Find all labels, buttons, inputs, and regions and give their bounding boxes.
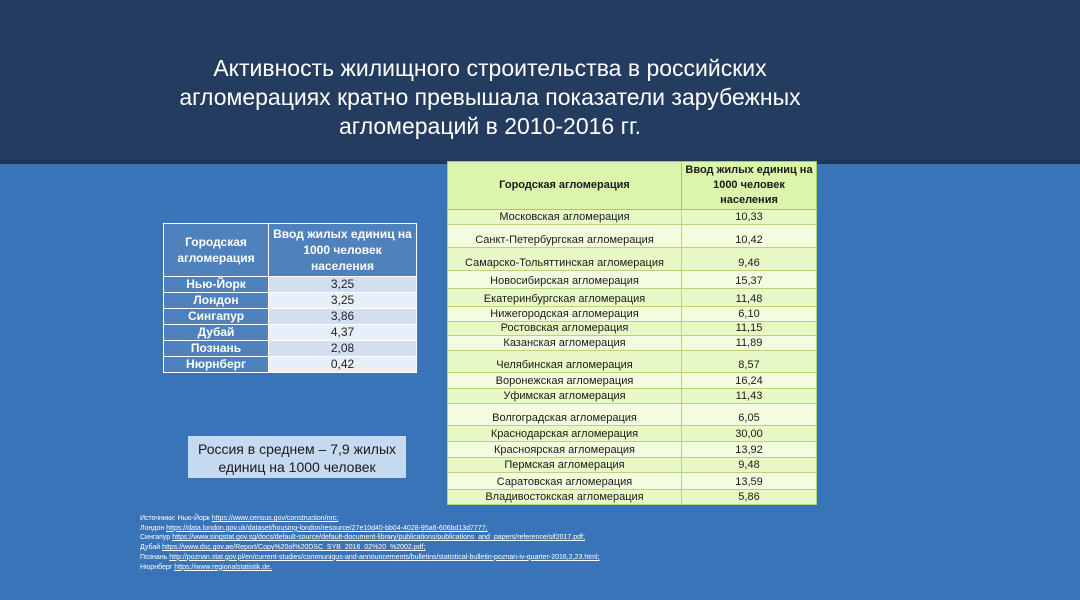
value-cell: 3,25: [269, 277, 417, 293]
value-cell: 6,05: [682, 404, 817, 426]
value-cell: 10,33: [682, 210, 817, 225]
page-title: Активность жилищного строительства в российских агломерациях кратно превышала показатели зарубежных агломераций в 2010-2016 гг.: [179, 55, 801, 139]
value-cell: 9,48: [682, 458, 817, 473]
source-link[interactable]: http://poznan.stat.gov.pl/en/current-studies/communiqus-and-announcements/bulletins/statistical-bulletin-poznan-iv-quarter-2016,2,23.html;: [169, 553, 600, 561]
value-cell: 9,46: [682, 248, 817, 271]
value-cell: 4,37: [269, 325, 417, 341]
table-header-row: [448, 162, 817, 210]
table-header-row: [164, 224, 417, 277]
table-row: [448, 442, 817, 458]
city-cell: Уфимская агломерация: [448, 389, 682, 404]
source-label: Познань: [140, 553, 168, 561]
value-cell: 16,24: [682, 373, 817, 389]
table-row: [164, 341, 417, 357]
table-row: [448, 351, 817, 373]
city-cell: Новосибирская агломерация: [448, 271, 682, 289]
column-header-city: Городская агломерация: [164, 224, 269, 277]
value-cell: 11,48: [682, 289, 817, 307]
table-row: [448, 210, 817, 225]
source-link[interactable]: https://www.dsc.gov.ae/Report/Copy%20of%20DSC_SYB_2016_02%20_%2002.pdf;: [162, 544, 426, 552]
russian-agglomerations-table: [447, 161, 817, 505]
table-row: [164, 325, 417, 341]
city-cell: Саратовская агломерация: [448, 473, 682, 490]
city-cell: Дубай: [164, 325, 269, 341]
value-cell: 3,25: [269, 293, 417, 309]
city-cell: Ростовская агломерация: [448, 322, 682, 336]
table-row: [448, 225, 817, 248]
table-row: [448, 322, 817, 336]
table-row: [448, 426, 817, 442]
city-cell: Пермская агломерация: [448, 458, 682, 473]
source-label: Источники: Нью-Йорк: [140, 515, 210, 522]
value-cell: 2,08: [269, 341, 417, 357]
table-row: [448, 473, 817, 490]
value-cell: 11,43: [682, 389, 817, 404]
value-cell: 30,00: [682, 426, 817, 442]
source-link[interactable]: https://data.london.gov.uk/dataset/housing-london/resource/27e10d40-bb04-4028-95a6-606bd13d7777;: [166, 524, 488, 532]
value-cell: 8,57: [682, 351, 817, 373]
column-header-value: Ввод жилых единиц на 1000 человек населения: [269, 224, 417, 277]
city-cell: Сингапур: [164, 309, 269, 325]
table-row: [164, 293, 417, 309]
city-cell: Нижегородская агломерация: [448, 307, 682, 322]
table-row: [164, 357, 417, 373]
city-cell: Лондон: [164, 293, 269, 309]
table-row: [448, 289, 817, 307]
column-header-value: Ввод жилых единиц на 1000 человек населения: [682, 162, 817, 210]
table-row: [164, 277, 417, 293]
city-cell: Нюрнберг: [164, 357, 269, 373]
table-row: [448, 336, 817, 351]
source-line: [140, 563, 740, 573]
value-cell: 15,37: [682, 271, 817, 289]
city-cell: Казанская агломерация: [448, 336, 682, 351]
russia-average-note: Россия в среднем – 7,9 жилых единиц на 1000 человек: [188, 436, 406, 478]
table-row: [448, 271, 817, 289]
city-cell: Владивостокская агломерация: [448, 490, 682, 505]
table-row: [448, 458, 817, 473]
source-label: Нюрнберг: [140, 563, 173, 571]
source-label: Дубай: [140, 544, 161, 552]
source-line: [140, 514, 740, 524]
value-cell: 5,86: [682, 490, 817, 505]
city-cell: Волгоградская агломерация: [448, 404, 682, 426]
sources-list: [140, 514, 740, 572]
foreign-agglomerations-table: [163, 223, 417, 373]
table-row: [164, 309, 417, 325]
value-cell: 11,15: [682, 322, 817, 336]
table-row: [448, 373, 817, 389]
source-line: [140, 524, 740, 534]
city-cell: Самарско-Тольяттинская агломерация: [448, 248, 682, 271]
source-link[interactable]: https://www.singstat.gov.sg/docs/default-source/default-document-library/publications/publications_and_papers/reference/sif2017.pdf;: [172, 534, 585, 542]
source-link[interactable]: https://www.regionalstatistik.de.: [174, 563, 272, 571]
table-row: [448, 307, 817, 322]
value-cell: 13,92: [682, 442, 817, 458]
table-row: [448, 248, 817, 271]
title-banner: [0, 0, 1080, 160]
value-cell: 6,10: [682, 307, 817, 322]
source-line: [140, 553, 740, 563]
column-header-city: Городская агломерация: [448, 162, 682, 210]
table-row: [448, 490, 817, 505]
city-cell: Воронежская агломерация: [448, 373, 682, 389]
source-link[interactable]: https://www.census.gov/construction/nrc;: [211, 515, 339, 522]
table-row: [448, 404, 817, 426]
city-cell: Познань: [164, 341, 269, 357]
source-line: [140, 543, 740, 553]
city-cell: Нью-Йорк: [164, 277, 269, 293]
city-cell: Санкт-Петербургская агломерация: [448, 225, 682, 248]
table-row: [448, 389, 817, 404]
value-cell: 10,42: [682, 225, 817, 248]
city-cell: Красноярская агломерация: [448, 442, 682, 458]
value-cell: 3,86: [269, 309, 417, 325]
source-label: Сингапур: [140, 534, 171, 542]
value-cell: 13,59: [682, 473, 817, 490]
value-cell: 11,89: [682, 336, 817, 351]
city-cell: Краснодарская агломерация: [448, 426, 682, 442]
city-cell: Московская агломерация: [448, 210, 682, 225]
city-cell: Екатеринбургская агломерация: [448, 289, 682, 307]
source-line: [140, 533, 740, 543]
source-label: Лондон: [140, 524, 165, 532]
city-cell: Челябинская агломерация: [448, 351, 682, 373]
value-cell: 0,42: [269, 357, 417, 373]
